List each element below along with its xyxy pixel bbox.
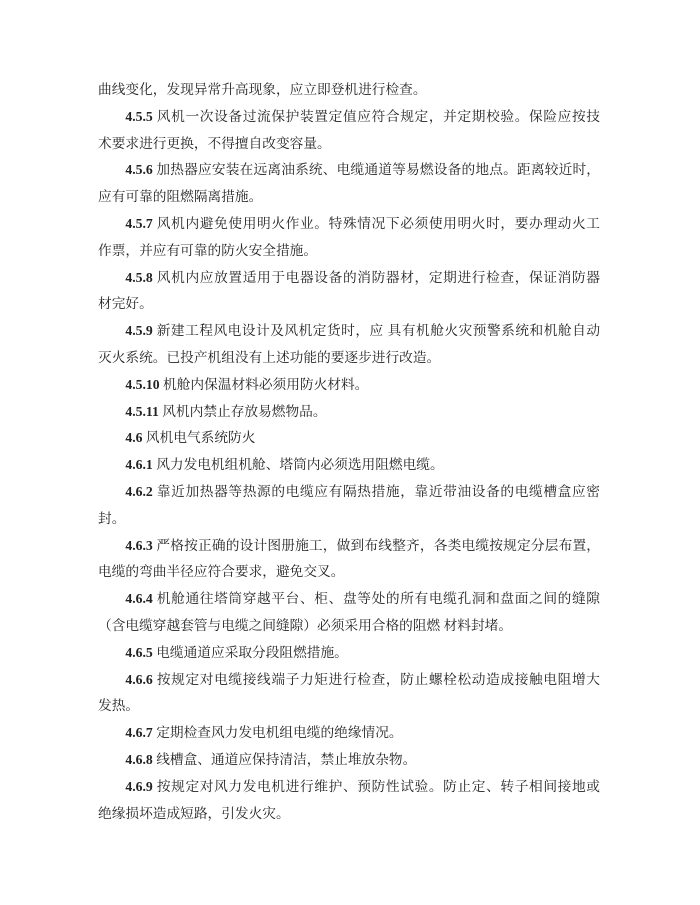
line-text: 机舱通往塔筒穿越平台、柜、盘等处的所有电缆孔洞和盘面之间的缝隙 (156, 591, 600, 607)
text-line (98, 184, 600, 211)
text-line (98, 586, 600, 613)
line-text: 作票，并应有可靠的防火安全措施。 (98, 242, 318, 258)
line-text: 按规定对电缆接线端子力矩进行检查，防止螺栓松动造成接触电阻增大 (156, 671, 600, 687)
text-line (98, 613, 600, 640)
line-text: 新建工程风电设计及风机定货时，应 具有机舱火灾预警系统和机舱自动 (156, 323, 600, 339)
section-number: 4.5.6 (125, 162, 153, 178)
line-text: 材完好。 (98, 296, 153, 312)
text-line (98, 479, 600, 506)
line-text: 发热。 (98, 698, 140, 714)
line-text: 封。 (98, 510, 126, 526)
text-line (98, 801, 600, 828)
text-line (98, 77, 600, 104)
line-text: 定期检查风力发电机组电缆的绝缘情况。 (156, 725, 403, 741)
section-number: 4.6.6 (125, 671, 153, 687)
text-line (98, 693, 600, 720)
section-number: 4.5.9 (125, 323, 153, 339)
line-text: 线槽盒、通道应保持清洁，禁止堆放杂物。 (156, 751, 417, 767)
line-text: 风机电气系统防火 (145, 430, 256, 446)
section-number: 4.6.7 (125, 725, 153, 741)
text-line (98, 452, 600, 479)
text-line (98, 747, 600, 774)
text-line (98, 774, 600, 801)
text-line (98, 372, 600, 399)
section-number: 4.6.4 (125, 591, 153, 607)
section-number: 4.5.7 (125, 215, 153, 231)
section-number: 4.6.1 (125, 457, 153, 473)
section-number: 4.6.2 (125, 483, 153, 499)
text-line (98, 157, 600, 184)
text-line (98, 559, 600, 586)
section-number: 4.5.10 (125, 376, 160, 392)
text-line (98, 345, 600, 372)
text-line (98, 104, 600, 131)
line-text: 应有可靠的阻燃隔离措施。 (98, 189, 263, 205)
text-line (98, 640, 600, 667)
line-text: 术要求进行更换，不得擅自改变容量。 (98, 135, 331, 151)
text-line (98, 265, 600, 292)
text-line (98, 506, 600, 533)
line-text: 绝缘损坏造成短路，引发火灾。 (98, 805, 290, 821)
line-text: 风机内应放置适用于电器设备的消防器材，定期进行检查，保证消防器 (156, 269, 600, 285)
line-text: 风机内禁止存放易燃物品。 (162, 403, 327, 419)
text-line (98, 238, 600, 265)
line-text: 电缆的弯曲半径应符合要求，避免交叉。 (98, 564, 345, 580)
section-number: 4.6.3 (125, 537, 153, 553)
text-line (98, 399, 600, 426)
section-number: 4.5.11 (125, 403, 159, 419)
text-line (98, 667, 600, 694)
line-text: 风力发电机组机舱、塔筒内必须选用阻燃电缆。 (156, 457, 444, 473)
line-text: 风机内避免使用明火作业。特殊情况下必须使用明火时，要办理动火工 (156, 215, 600, 231)
line-text: 灭火系统。已投产机组没有上述功能的要逐步进行改造。 (98, 349, 441, 365)
text-line (98, 131, 600, 158)
text-line (98, 720, 600, 747)
text-line (98, 211, 600, 238)
section-number: 4.6.5 (125, 644, 153, 660)
section-number: 4.6.9 (125, 778, 153, 794)
line-text: 曲线变化，发现异常升高现象，应立即登机进行检查。 (98, 82, 427, 97)
line-text: （含电缆穿越套管与电缆之间缝隙）必须采用合格的阻燃 材料封堵。 (98, 617, 513, 633)
document-text-block (98, 77, 600, 827)
text-line (98, 425, 600, 452)
section-number: 4.6.8 (125, 751, 153, 767)
section-number: 4.5.5 (125, 108, 153, 124)
line-text: 加热器应安装在远离油系统、电缆通道等易燃设备的地点。距离较近时， (156, 162, 600, 178)
line-text: 按规定对风力发电机进行维护、预防性试验。防止定、转子相间接地或 (156, 778, 600, 794)
line-text: 电缆通道应采取分段阻燃措施。 (156, 644, 348, 660)
line-text: 风机一次设备过流保护装置定值应符合规定，并定期校验。保险应按技 (156, 108, 600, 124)
text-line (98, 318, 600, 345)
section-number: 4.5.8 (125, 269, 153, 285)
line-text: 靠近加热器等热源的电缆应有隔热措施，靠近带油设备的电缆槽盒应密 (156, 483, 600, 499)
section-number: 4.6 (125, 430, 143, 446)
text-line (98, 291, 600, 318)
line-text: 机舱内保温材料必须用防火材料。 (163, 376, 369, 392)
line-text: 严格按正确的设计图册施工，做到布线整齐，各类电缆按规定分层布置， (156, 537, 600, 553)
text-line (98, 533, 600, 560)
